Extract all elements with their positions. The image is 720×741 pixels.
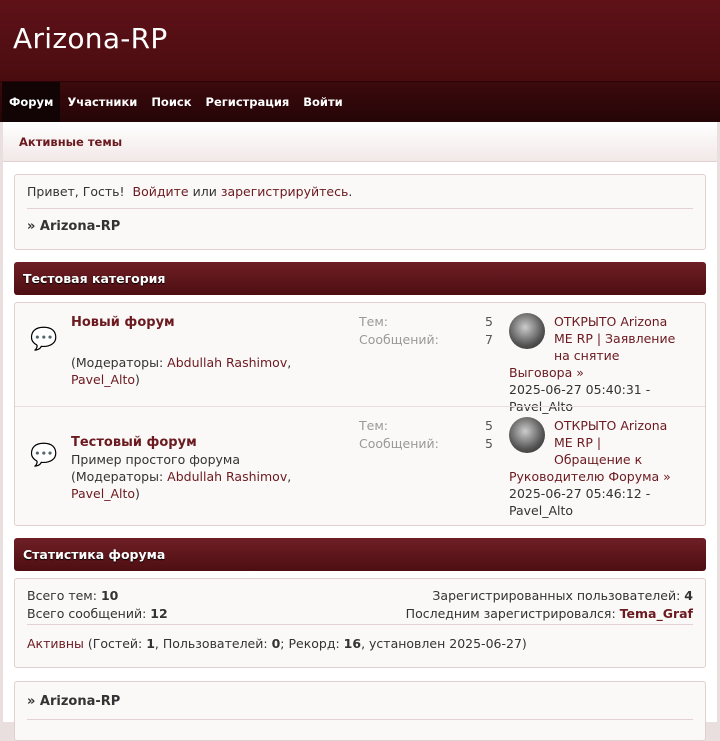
breadcrumb[interactable]: » Arizona-RP xyxy=(27,219,121,234)
total-posts: Всего сообщений: 12 xyxy=(27,606,168,621)
greeting-text: Привет, Гость! xyxy=(27,184,125,199)
online-info: Активны (Гостей: 1, Пользователей: 0; Рекорд: 16, установлен 2025-06-27) xyxy=(27,636,527,651)
dot: . xyxy=(348,184,353,199)
last-post-link[interactable]: ОТКРЫТО Arizona ME RP | Заявление на снятие Выговора » xyxy=(509,314,676,380)
site-header xyxy=(0,0,720,82)
forum-description: Пример простого форума xyxy=(71,452,240,467)
last-post xyxy=(493,313,678,414)
subnav xyxy=(3,122,717,162)
forum-counts: Тем: 5 Сообщений: 7 xyxy=(359,314,493,347)
moderator-link[interactable]: Pavel_Alto xyxy=(71,486,136,501)
total-topics: Всего тем: 10 xyxy=(27,588,119,603)
moderator-link[interactable]: Pavel_Alto xyxy=(71,372,136,387)
active-link[interactable]: Активны xyxy=(27,636,84,651)
forum-moderators: (Модераторы: Abdullah Rashimov, Pavel_Alto) xyxy=(71,355,292,387)
moderator-link[interactable]: Abdullah Rashimov xyxy=(167,355,288,370)
forum-counts: Тем: 5 Сообщений: 5 xyxy=(359,418,493,451)
forum-row xyxy=(15,303,705,414)
greeting-box xyxy=(14,174,706,250)
newest-user: Последним зарегистрировался: Tema_Graf xyxy=(405,606,693,621)
forum-chat-icon: 💬 xyxy=(30,327,58,352)
nav-search[interactable]: Поиск xyxy=(151,95,192,109)
active-topics-link[interactable]: Активные темы xyxy=(19,135,123,149)
forum-chat-icon: 💬 xyxy=(30,443,58,468)
last-post xyxy=(493,417,678,518)
registered-users: Зарегистрированных пользователей: 4 xyxy=(432,588,693,603)
avatar xyxy=(509,313,545,349)
moderator-link[interactable]: Abdullah Rashimov xyxy=(167,469,288,484)
forum-description xyxy=(71,337,359,354)
avatar xyxy=(509,417,545,453)
register-link[interactable]: зарегистрируйтесь xyxy=(220,184,349,199)
footer-box xyxy=(14,681,706,741)
login-link[interactable]: Войдите xyxy=(132,184,189,199)
nav-register[interactable]: Регистрация xyxy=(205,95,290,109)
newest-user-link[interactable]: Tema_Graf xyxy=(619,606,693,621)
site-title[interactable]: Arizona-RP xyxy=(13,22,168,55)
nav-members[interactable]: Участники xyxy=(67,95,138,109)
nav-login[interactable]: Войти xyxy=(303,95,343,109)
last-post-date: 2025-06-27 05:40:31 - xyxy=(509,382,651,397)
forum-list xyxy=(14,302,706,526)
category-header[interactable]: Тестовая категория xyxy=(14,262,706,295)
forum-name[interactable]: Новый форум xyxy=(71,315,175,330)
last-post-date: 2025-06-27 05:46:12 - xyxy=(509,486,651,501)
last-post-user[interactable]: Pavel_Alto xyxy=(509,399,574,414)
stats-header: Статистика форума xyxy=(14,538,706,571)
forum-moderators: (Модераторы: Abdullah Rashimov, Pavel_Alto) xyxy=(71,469,292,501)
or-text: или xyxy=(192,184,217,199)
stats-box xyxy=(14,578,706,668)
last-post-link[interactable]: ОТКРЫТО Arizona ME RP | Обращение к Руководителю Форума » xyxy=(509,418,671,484)
footer-breadcrumb[interactable]: » Arizona-RP xyxy=(27,682,693,720)
last-post-user[interactable]: Pavel_Alto xyxy=(509,503,574,518)
forum-row xyxy=(15,406,705,525)
main-nav xyxy=(0,82,720,122)
nav-forum[interactable]: Форум xyxy=(2,82,60,122)
forum-name[interactable]: Тестовый форум xyxy=(71,435,197,450)
